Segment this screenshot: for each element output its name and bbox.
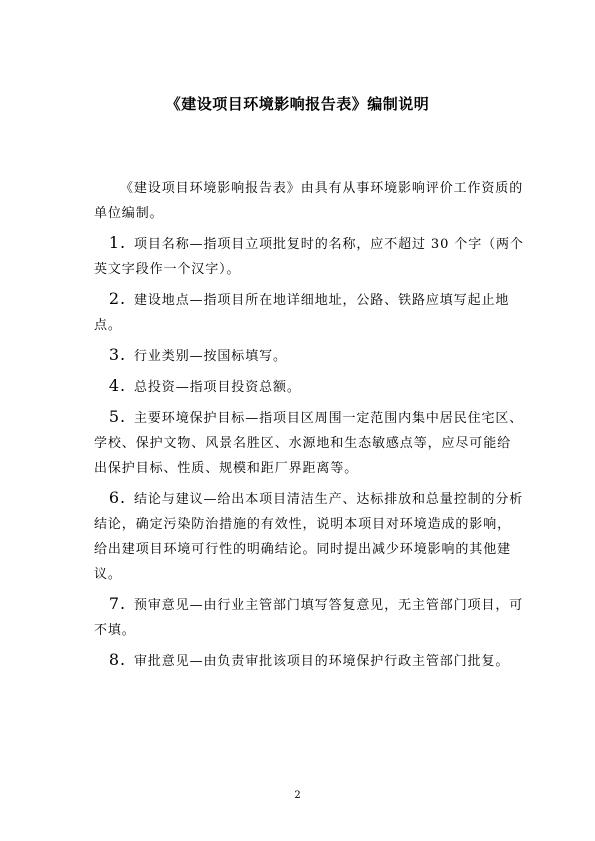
list-item (94, 591, 524, 643)
item-number: 1. (108, 233, 126, 252)
item-text: 审批意见—由负责审批该项目的环境保护行政主管部门批复。 (134, 654, 510, 669)
item-text: 预审意见—由行业主管部门填写答复意见，无主管部门项目，可不填。 (94, 598, 524, 638)
list-item (94, 286, 524, 338)
list-item (94, 647, 524, 674)
item-number: 4. (108, 376, 126, 395)
item-text: 建设地点—指项目所在地详细地址，公路、铁路应填写起止地点。 (94, 293, 510, 333)
item-number: 7. (108, 594, 126, 613)
item-number: 5. (108, 407, 126, 426)
item-text: 主要环境保护目标—指项目区周围一定范围内集中居民住宅区、学校、保护文物、风景名胜区、水源地和生态敏感点等，应尽可能给出保护目标、性质、规模和距厂界距离等。 (94, 411, 524, 476)
document-body (94, 176, 524, 678)
list-item (94, 485, 524, 587)
item-number: 6. (108, 488, 126, 507)
item-text: 项目名称—指项目立项批复时的名称，应不超过 30 个字（两个英文字段作一个汉字）。 (94, 237, 524, 277)
item-number: 2. (108, 289, 126, 308)
item-text: 行业类别—按国标填写。 (134, 349, 287, 364)
list-item (94, 230, 524, 282)
list-item (94, 342, 524, 369)
item-number: 8. (108, 650, 126, 669)
page-number: 2 (294, 790, 301, 801)
page-title: 《建设项目环境影响报告表》编制说明 (165, 95, 430, 113)
list-item (94, 373, 524, 400)
item-text: 结论与建议—给出本项目清洁生产、达标排放和总量控制的分析结论，确定污染防治措施的有效性，说明本项目对环境造成的影响，给出建项目环境可行性的明确结论。同时提出减少环境影响的其他建议。 (94, 492, 524, 582)
item-number: 3. (108, 345, 126, 364)
intro-paragraph: 《建设项目环境影响报告表》由具有从事环境影响评价工作资质的单位编制。 (94, 181, 524, 221)
item-text: 总投资—指项目投资总额。 (134, 380, 301, 395)
list-item (94, 404, 524, 481)
